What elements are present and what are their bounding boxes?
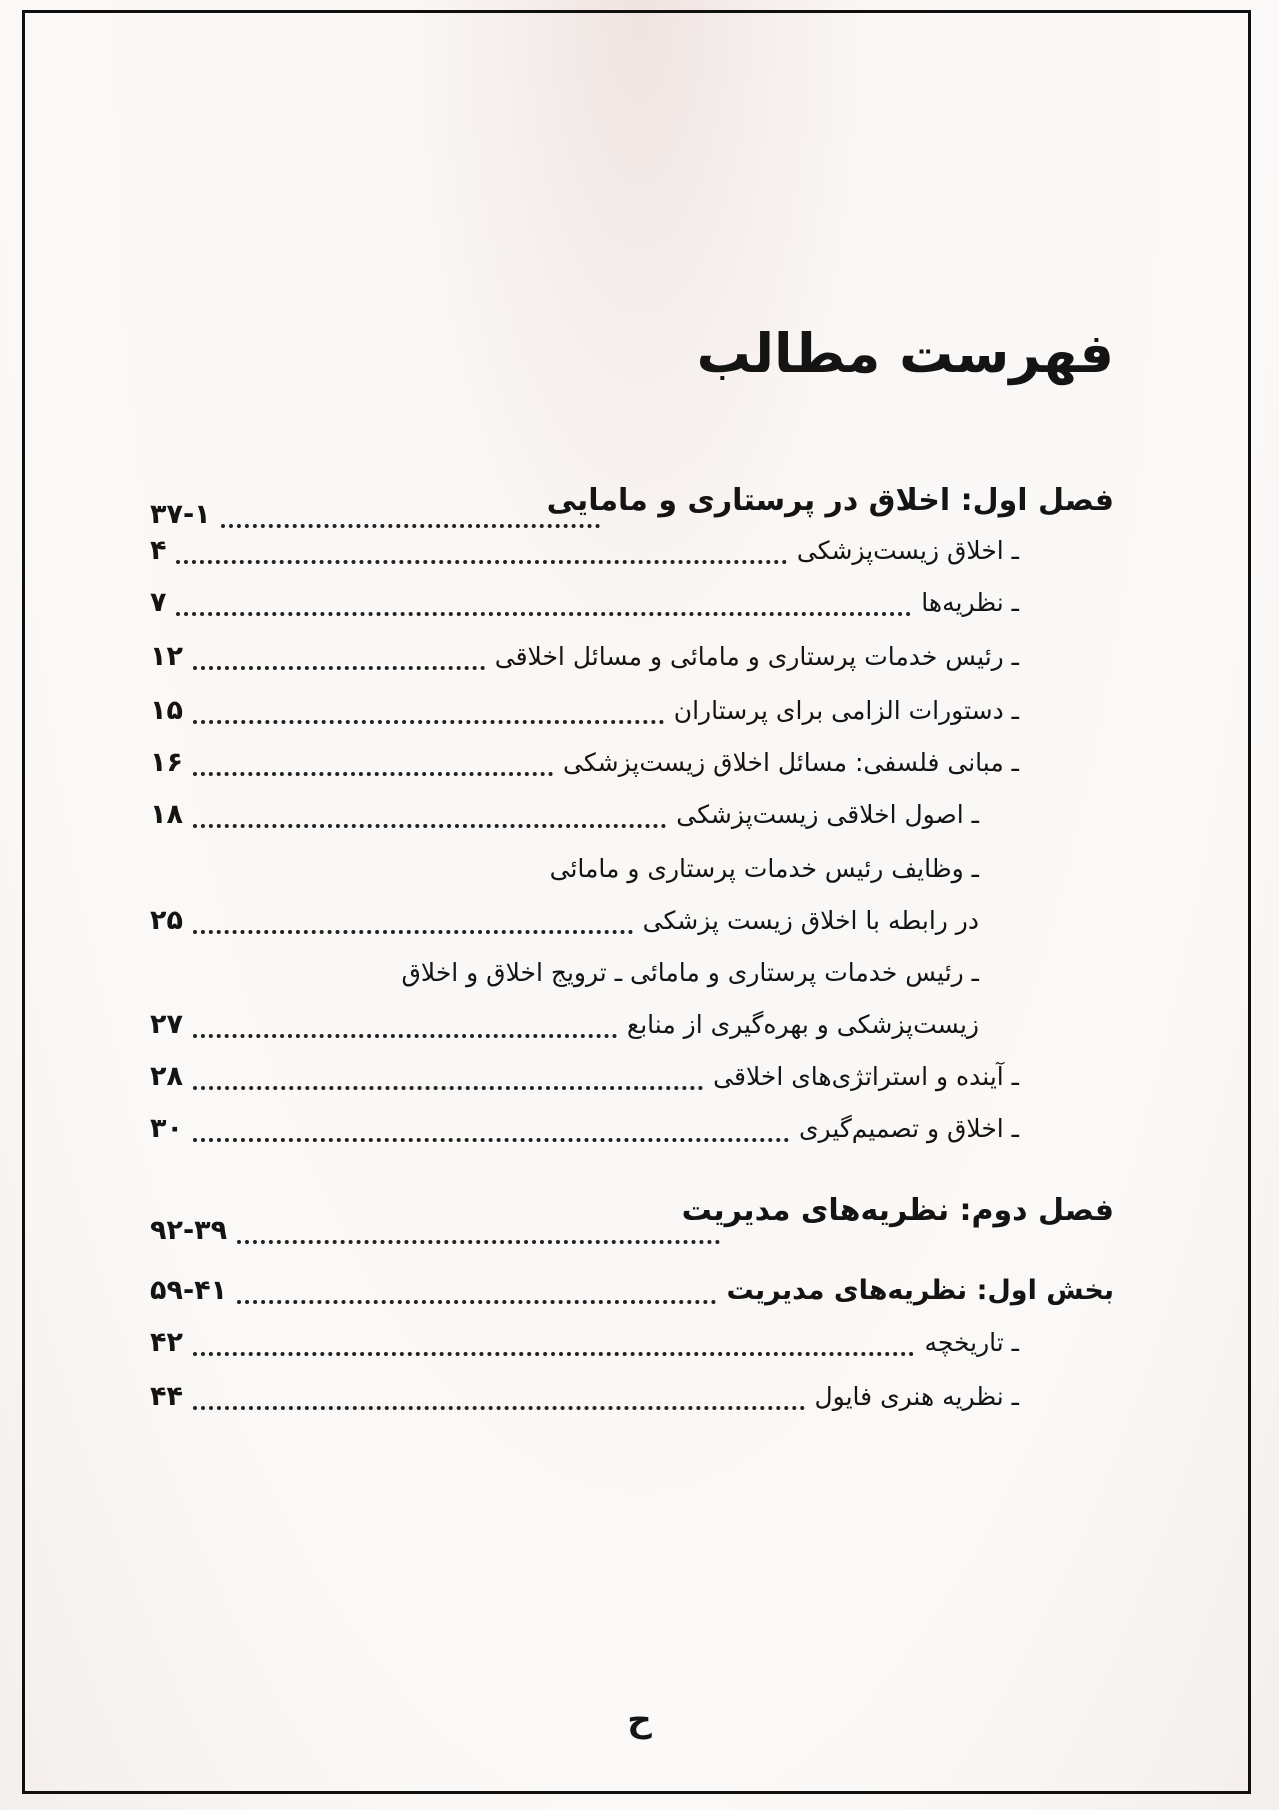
toc-item-label: ـ اخلاق زیست‌پزشکی — [796, 535, 1019, 565]
dot-leader — [237, 1300, 716, 1304]
toc-item[interactable] — [150, 792, 979, 836]
toc-item-page: ۲۸ — [150, 1060, 183, 1092]
dot-leader — [193, 824, 666, 828]
toc-item-label: ـ نظریه‌ها — [921, 587, 1019, 617]
toc-item-label: ـ وظایف رئیس خدمات پرستاری و مامائی — [549, 853, 979, 883]
toc-item[interactable] — [150, 1320, 1019, 1364]
dot-leader — [193, 1034, 617, 1038]
toc-item[interactable] — [150, 1106, 1019, 1150]
toc-item-page: ۴ — [150, 534, 167, 566]
chapter-2-pages: ۹۲-۳۹ — [150, 1214, 228, 1246]
toc-item-label: ـ اخلاق و تصمیم‌گیری — [798, 1113, 1019, 1143]
toc-item-page: ۲۵ — [150, 904, 183, 936]
chapter-2-heading: فصل دوم: نظریه‌های مدیریت — [681, 1192, 1114, 1228]
toc-item[interactable] — [150, 634, 1019, 678]
toc-item-label-continued: زیست‌پزشکی و بهره‌گیری از منابع — [626, 1009, 979, 1039]
toc-item[interactable] — [150, 688, 1019, 732]
toc-item[interactable] — [150, 1054, 1019, 1098]
toc-item[interactable] — [150, 740, 1019, 784]
toc-item[interactable] — [150, 1002, 979, 1046]
dot-leader — [237, 1240, 720, 1244]
toc-item[interactable] — [150, 1374, 1019, 1418]
toc-item-label: ـ رئیس خدمات پرستاری و مامائی و مسائل اخلاقی — [494, 641, 1019, 671]
toc-item[interactable] — [150, 898, 979, 942]
dot-leader — [193, 1086, 703, 1090]
dot-leader — [193, 1352, 914, 1356]
dot-leader — [193, 666, 485, 670]
dot-leader — [176, 560, 786, 564]
toc-item-label: ـ آینده و استراتژی‌های اخلاقی — [713, 1061, 1019, 1091]
toc-item-label-continued: در رابطه با اخلاق زیست پزشکی — [642, 905, 979, 935]
toc-item-first-line[interactable] — [402, 950, 980, 994]
toc-item-label: ـ تاریخچه — [924, 1327, 1019, 1357]
toc-item-page: ۳۰ — [150, 1112, 183, 1144]
toc-item-page: ۱۶ — [150, 746, 183, 778]
toc-section-1[interactable] — [150, 1268, 1114, 1312]
toc-item-label: ـ نظریه هنری فایول — [814, 1381, 1019, 1411]
toc-item-page: ۴۲ — [150, 1326, 183, 1358]
toc-item-label: ـ رئیس خدمات پرستاری و مامائی ـ ترویج اخلاق و اخلاق — [401, 957, 979, 987]
dot-leader — [193, 1406, 805, 1410]
toc-item[interactable] — [150, 580, 1019, 624]
toc-item-page: ۱۲ — [150, 640, 183, 672]
dot-leader — [193, 772, 553, 776]
dot-leader — [193, 1138, 789, 1142]
toc-item-page: ۴۴ — [150, 1380, 183, 1412]
page-number: ح — [627, 1700, 652, 1740]
toc-item[interactable] — [150, 528, 1019, 572]
toc-item-first-line[interactable] — [550, 846, 979, 890]
chapter-1-pages: ۳۷-۱ — [150, 498, 211, 530]
toc-item-page: ۲۷ — [150, 1008, 183, 1040]
section-1-pages: ۵۹-۴۱ — [150, 1274, 228, 1306]
toc-item-label: ـ مبانی فلسفی: مسائل اخلاق زیست‌پزشکی — [563, 747, 1019, 777]
toc-item-page: ۷ — [150, 586, 167, 618]
section-1-heading: بخش اول: نظریه‌های مدیریت — [726, 1274, 1114, 1306]
toc-chapter-2-pages — [150, 1208, 730, 1252]
dot-leader — [176, 612, 911, 616]
chapter-1-heading: فصل اول: اخلاق در پرستاری و مامایی — [546, 482, 1114, 518]
toc-item-label: ـ دستورات الزامی برای پرستاران — [673, 695, 1019, 725]
dot-leader — [193, 720, 664, 724]
page-title: فهرست مطالب — [696, 322, 1114, 385]
dot-leader — [193, 930, 633, 934]
toc-item-page: ۱۸ — [150, 798, 183, 830]
toc-item-page: ۱۵ — [150, 694, 183, 726]
toc-item-label: ـ اصول اخلاقی زیست‌پزشکی — [676, 799, 979, 829]
